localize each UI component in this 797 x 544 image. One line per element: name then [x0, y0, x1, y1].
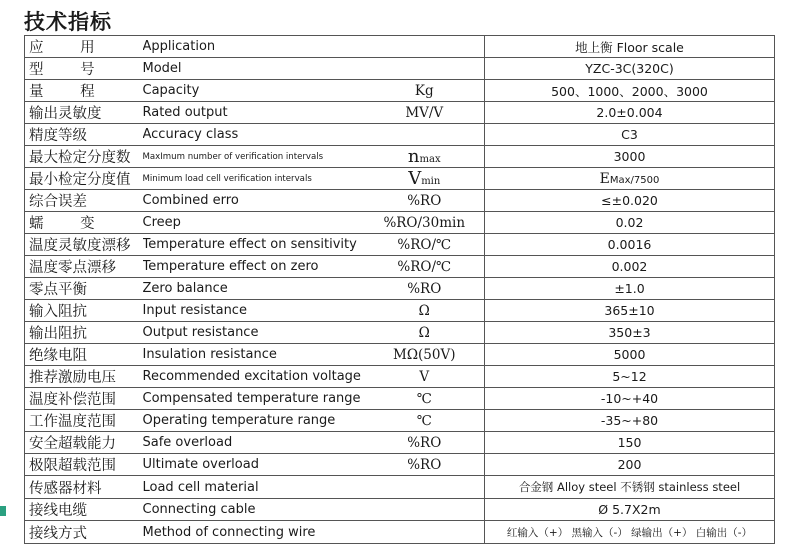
row-value: 2.0±0.004	[485, 102, 775, 124]
row-label-en: Connecting cable	[143, 499, 365, 521]
row-label-en: Accuracy class	[143, 124, 365, 146]
row-unit	[365, 58, 485, 80]
row-unit: %RO/℃	[365, 234, 485, 256]
row-value: 500、1000、2000、3000	[485, 80, 775, 102]
row-unit: MV/V	[365, 102, 485, 124]
row-value	[485, 168, 775, 190]
row-label-en: Safe overload	[143, 432, 365, 454]
row-unit: %RO	[365, 190, 485, 212]
row-label-cn: 工作温度范围	[25, 410, 143, 432]
row-label-en: Application	[143, 36, 365, 58]
row-label-en: Compensated temperature range	[143, 388, 365, 410]
row-unit	[365, 168, 485, 190]
row-value: 3000	[485, 146, 775, 168]
row-label-cn: 推荐激励电压	[25, 366, 143, 388]
table-row	[25, 521, 775, 544]
row-unit	[365, 36, 485, 58]
row-value: 0.0016	[485, 234, 775, 256]
row-label-cn: 绝缘电阻	[25, 344, 143, 366]
row-label-cn: 蠕 变	[25, 212, 143, 234]
row-label-en: Temperature effect on zero	[143, 256, 365, 278]
table-row	[25, 322, 775, 344]
table-row	[25, 146, 775, 168]
table-row	[25, 476, 775, 499]
row-unit	[365, 521, 485, 544]
row-value: 350±3	[485, 322, 775, 344]
spec-table	[24, 35, 775, 544]
row-label-en: Capacity	[143, 80, 365, 102]
row-value: 地上衡 Floor scale	[485, 36, 775, 58]
row-label-cn: 极限超载范围	[25, 454, 143, 476]
row-label-en: Zero balance	[143, 278, 365, 300]
table-row	[25, 190, 775, 212]
row-value: 红输入（+） 黑输入（-） 绿输出（+） 白输出（-）	[485, 521, 775, 544]
row-value: 5000	[485, 344, 775, 366]
row-label-cn: 综合误差	[25, 190, 143, 212]
spec-table-body	[25, 36, 775, 544]
row-label-en: Method of connecting wire	[143, 521, 365, 544]
row-label-en: Combined erro	[143, 190, 365, 212]
row-label-cn: 精度等级	[25, 124, 143, 146]
row-label-cn: 传感器材料	[25, 476, 143, 499]
row-unit: Kg	[365, 80, 485, 102]
row-label-en: Recommended excitation voltage	[143, 366, 365, 388]
row-label-en: Temperature effect on sensitivity	[143, 234, 365, 256]
page-title: 技术指标	[24, 9, 112, 34]
table-row	[25, 36, 775, 58]
table-row	[25, 256, 775, 278]
unit-symbol: n	[407, 146, 420, 167]
row-label-en: Creep	[143, 212, 365, 234]
row-label-cn: 接线电缆	[25, 499, 143, 521]
row-label-en: MaxImum number of verification intervals	[143, 146, 365, 168]
row-label-cn: 最大检定分度数	[25, 146, 143, 168]
row-label-cn: 安全超载能力	[25, 432, 143, 454]
row-value: C3	[485, 124, 775, 146]
row-label-cn: 量 程	[25, 80, 143, 102]
row-value: YZC-3C(320C)	[485, 58, 775, 80]
row-value: 0.002	[485, 256, 775, 278]
row-label-en: Model	[143, 58, 365, 80]
unit-subscript: max	[419, 154, 441, 165]
table-row	[25, 80, 775, 102]
corner-mark	[0, 506, 6, 516]
row-unit	[365, 124, 485, 146]
table-row	[25, 102, 775, 124]
table-row	[25, 366, 775, 388]
row-label-cn: 温度灵敏度漂移	[25, 234, 143, 256]
table-row	[25, 454, 775, 476]
row-unit: %RO/30min	[365, 212, 485, 234]
row-unit: %RO	[365, 432, 485, 454]
row-label-cn: 接线方式	[25, 521, 143, 544]
row-unit: Ω	[365, 322, 485, 344]
table-row	[25, 344, 775, 366]
table-row	[25, 300, 775, 322]
row-label-en: Load cell material	[143, 476, 365, 499]
table-row	[25, 499, 775, 521]
row-unit: %RO/℃	[365, 256, 485, 278]
row-value: 5~12	[485, 366, 775, 388]
row-unit: MΩ(50V)	[365, 344, 485, 366]
row-value: 0.02	[485, 212, 775, 234]
row-value: Ø 5.7X2m	[485, 499, 775, 521]
table-row	[25, 212, 775, 234]
row-label-cn: 输入阻抗	[25, 300, 143, 322]
row-unit: V	[365, 366, 485, 388]
row-unit	[365, 476, 485, 499]
row-label-cn: 输出阻抗	[25, 322, 143, 344]
row-value: 150	[485, 432, 775, 454]
row-label-en: Minimum load cell verification intervals	[143, 168, 365, 190]
row-unit: %RO	[365, 278, 485, 300]
table-row	[25, 410, 775, 432]
row-value: -35~+80	[485, 410, 775, 432]
value-subscript: Max/7500	[609, 174, 660, 186]
table-row	[25, 58, 775, 80]
row-value: 365±10	[485, 300, 775, 322]
table-row	[25, 124, 775, 146]
row-label-cn: 最小检定分度值	[25, 168, 143, 190]
table-row	[25, 234, 775, 256]
row-label-cn: 零点平衡	[25, 278, 143, 300]
unit-subscript: min	[421, 176, 441, 187]
table-row	[25, 168, 775, 190]
row-unit: ℃	[365, 388, 485, 410]
table-row	[25, 388, 775, 410]
row-label-en: Ultimate overload	[143, 454, 365, 476]
value-symbol: E	[599, 170, 610, 187]
row-label-en: Rated output	[143, 102, 365, 124]
row-label-en: Input resistance	[143, 300, 365, 322]
row-label-cn: 应 用	[25, 36, 143, 58]
row-label-cn: 输出灵敏度	[25, 102, 143, 124]
row-value: ≤±0.020	[485, 190, 775, 212]
row-label-cn: 温度零点漂移	[25, 256, 143, 278]
row-value: ±1.0	[485, 278, 775, 300]
row-unit: ℃	[365, 410, 485, 432]
row-value: 200	[485, 454, 775, 476]
row-unit	[365, 499, 485, 521]
unit-symbol: V	[408, 168, 422, 189]
row-value: 合金钢 Alloy steel 不锈钢 stainless steel	[485, 476, 775, 499]
row-label-en: Output resistance	[143, 322, 365, 344]
row-unit	[365, 146, 485, 168]
row-label-cn: 温度补偿范围	[25, 388, 143, 410]
row-value: -10~+40	[485, 388, 775, 410]
row-unit: %RO	[365, 454, 485, 476]
table-row	[25, 278, 775, 300]
row-label-en: Insulation resistance	[143, 344, 365, 366]
row-unit: Ω	[365, 300, 485, 322]
table-row	[25, 432, 775, 454]
row-label-cn: 型 号	[25, 58, 143, 80]
row-label-en: Operating temperature range	[143, 410, 365, 432]
